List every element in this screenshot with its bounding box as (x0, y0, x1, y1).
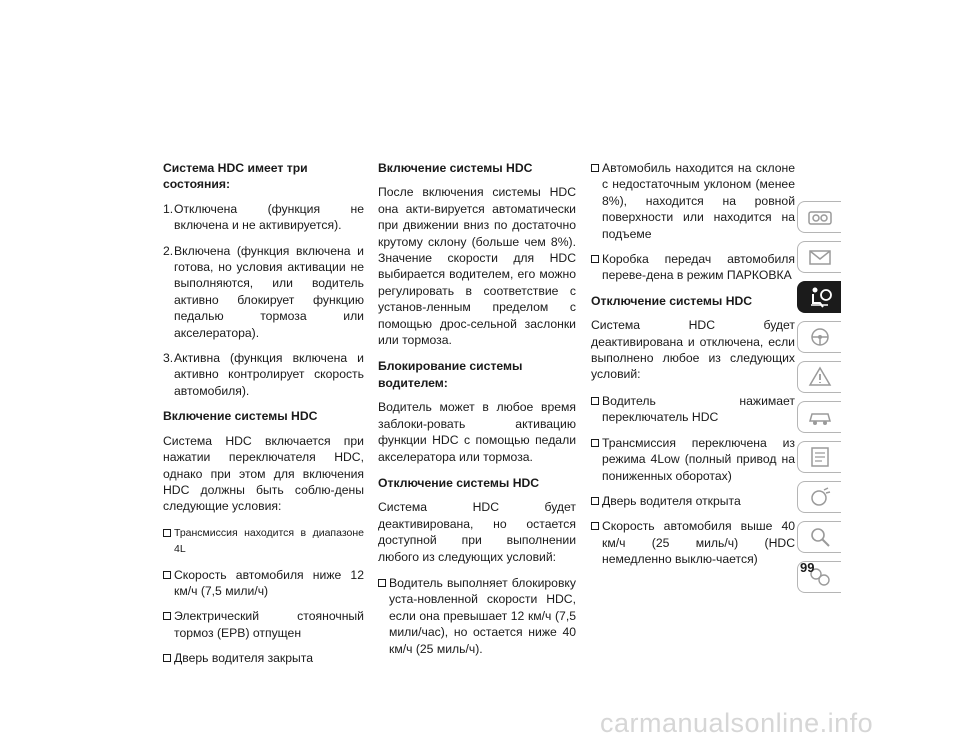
paragraph: Водитель может в любое время заблоки-ровать активацию функции HDC с помощью педали акселератора или тормоза. (378, 400, 576, 464)
section-heading: Включение системы HDC (163, 409, 318, 424)
page-number: 99 (800, 560, 815, 575)
bullet-item: Трансмиссия переключена из режима 4Low (полный привод на пониженных оборотах) (591, 435, 795, 484)
bullet-item: Трансмиссия находится в диапазоне 4L (163, 525, 364, 558)
watermark: carmanualsonline.info (600, 708, 874, 738)
checkbox-square-icon (591, 522, 599, 530)
airbag-seat-icon (806, 285, 834, 309)
checkbox-square-icon (163, 612, 171, 620)
tab-index[interactable] (797, 521, 841, 553)
spec-list-icon (806, 445, 834, 469)
bullet-item: Дверь водителя открыта (591, 493, 795, 509)
section-heading: Отключение системы HDC (378, 475, 540, 490)
paragraph: После включения системы HDC она акти-вируется автоматически при движении вниз по достаточно крутому склону (больше чем 8%). Значение скорости для HDC выбирается водителем, его можно регулировать в соответствие с установ-ленным пределом с помощью дрос-сельной заслонки или тормоза. (378, 185, 576, 348)
tab-emergency[interactable] (797, 361, 841, 393)
bullet-item: Автомобиль находится на склоне с недостаточным уклоном (менее 8%), находится на ровной поверхности или находится на подъеме (591, 160, 795, 242)
checkbox-square-icon (591, 439, 599, 447)
bullet-item: Водитель выполняет блокировку уста-новленной скорости HDC, если она превышает 12 км/ч (7,5 мили/час), но остается ниже 40 км/ч (25 миль/ч). (378, 575, 576, 657)
tab-servicing[interactable] (797, 401, 841, 433)
states-heading: Система HDC имеет три состояния: (163, 161, 308, 192)
bullet-item: Скорость автомобиля выше 40 км/ч (25 миль/ч) (HDC немедленно выклю-чается) (591, 518, 795, 567)
checkbox-square-icon (591, 497, 599, 505)
column-2 (378, 160, 576, 666)
numbered-item: 2. Включена (функция включена и готова, но условия активации не выполняются, или водитель активно блокирует функцию педалью тормоза или акселератора). (163, 243, 364, 340)
numbered-item: 1. Отключена (функция не включена и не активируется). (163, 201, 364, 233)
column-1 (163, 160, 364, 676)
paragraph: Система HDC будет деактивирована, но остается доступной при выполнении любого из следующих условий: (378, 500, 576, 564)
checkbox-square-icon (591, 397, 599, 405)
warning-car-icon (806, 365, 834, 389)
checkbox-square-icon (163, 529, 171, 537)
section-heading: Включение системы HDC (378, 161, 533, 175)
envelope-car-icon (806, 245, 834, 269)
bullet-item: Скорость автомобиля ниже 12 км/ч (7,5 мили/ч) (163, 567, 364, 600)
tab-safety[interactable] (797, 281, 841, 313)
checkbox-square-icon (163, 654, 171, 662)
tab-multimedia[interactable] (797, 481, 841, 513)
car-dashboard-icon (806, 205, 834, 229)
car-service-icon (806, 405, 834, 429)
section-heading: Блокирование системы водителем: (378, 359, 523, 390)
paragraph: Система HDC включается при нажатии переключателя HDC, однако при этом для включения HDC должны быть соблю-дены следующие условия: (163, 433, 364, 514)
chapter-tabs (797, 201, 841, 601)
section-heading: Отключение системы HDC (591, 293, 753, 308)
multimedia-icon (806, 485, 834, 509)
checkbox-square-icon (591, 255, 599, 263)
tab-getting-to-know[interactable] (797, 201, 841, 233)
column-3 (591, 160, 795, 577)
bullet-item: Водитель нажимает переключатель HDC (591, 393, 795, 426)
tab-specifications[interactable] (797, 441, 841, 473)
bullet-item: Коробка передач автомобиля переве-дена в режим ПАРКОВКА (591, 251, 795, 284)
bullet-item: Электрический стояночный тормоз (EPB) отпущен (163, 608, 364, 641)
steering-wheel-icon (806, 325, 834, 349)
checkbox-square-icon (163, 571, 171, 579)
numbered-item: 3. Активна (функция включена и активно контролирует скорость автомобиля). (163, 351, 364, 398)
checkbox-square-icon (378, 579, 386, 587)
paragraph: Система HDC будет деактивирована и отключена, если выполнено любое из следующих условий: (591, 318, 795, 382)
checkbox-square-icon (591, 164, 599, 172)
search-magnifier-icon (806, 525, 834, 549)
bullet-item: Дверь водителя закрыта (163, 650, 364, 666)
tab-controls[interactable] (797, 241, 841, 273)
tab-starting-operating[interactable] (797, 321, 841, 353)
